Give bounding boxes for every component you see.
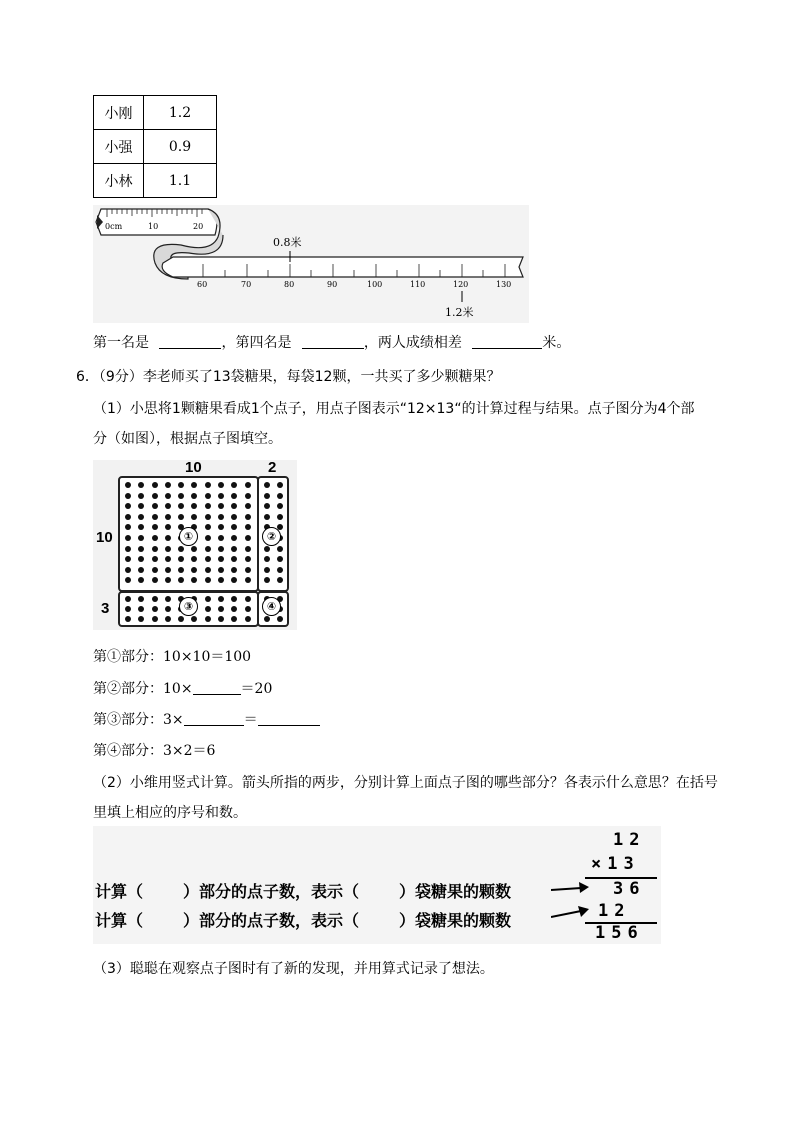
tape-tick-label: 110 [410,280,426,289]
part-1-equation: 第①部分：10×10＝100 [93,649,252,665]
dot [125,577,131,583]
part-2-prefix: 第②部分：10× [93,681,193,697]
dot [165,606,171,612]
dot [165,556,171,562]
dot [178,577,184,583]
marker-label: 0.8米 [273,236,302,249]
dot [205,514,211,520]
dot [152,482,158,488]
dot [178,493,184,499]
dot [245,535,251,541]
dot [245,546,251,552]
dot [277,482,283,488]
dot [231,567,237,573]
dot [125,524,131,530]
part-2-suffix: ＝20 [240,681,273,697]
dot [152,577,158,583]
dot [191,514,197,520]
part-3-equals: ＝ [243,712,258,728]
part-4-mark: ④ [262,597,281,616]
dot [191,546,197,552]
multiplier: ×13 [591,854,640,874]
dot [165,596,171,602]
dot [138,493,144,499]
dot [165,567,171,573]
calc-row-1 [95,879,511,902]
student-name: 小强 [94,130,144,164]
dot [205,535,211,541]
dot [152,524,158,530]
first-place-blank[interactable] [159,334,221,349]
part-3-blank[interactable] [184,711,244,726]
dot [191,503,197,509]
part-2-equation [93,678,272,698]
dot [264,577,270,583]
dot [245,514,251,520]
dot [277,503,283,509]
dot [191,493,197,499]
q5-fill-line [93,332,570,352]
dot [178,567,184,573]
dot [152,616,158,622]
dot [218,493,224,499]
dot-grid-figure [93,460,297,630]
student-score: 0.9 [144,130,217,164]
dot [152,546,158,552]
dot [245,596,251,602]
calc-row-text: ）部分的点子数，表示（ [183,911,360,930]
dot [138,616,144,622]
dot [205,596,211,602]
dot [205,577,211,583]
calc-row-text: 计算（ [95,911,144,930]
tape-tick-label: 70 [241,280,252,289]
grid-label-left: 3 [101,600,110,617]
dot [178,556,184,562]
dot [125,535,131,541]
dot [231,524,237,530]
dot [231,503,237,509]
table-row [94,164,217,198]
part-2-intro: （2）小维用竖式计算。箭头所指的两步，分别计算上面点子图的哪些部分？各表示什么意思？在括号 [93,775,718,791]
dot [231,482,237,488]
dot [264,493,270,499]
dot [264,616,270,622]
grid-label-top: 10 [185,459,202,476]
dot [231,616,237,622]
dot [152,567,158,573]
dot [277,616,283,622]
first-place-label: 第一名是 [93,335,149,351]
dot [138,535,144,541]
dot [277,546,283,552]
dot [245,503,251,509]
dot [125,482,131,488]
dot [125,596,131,602]
difference-label: ，两人成绩相差 [363,335,462,351]
dot [245,556,251,562]
dot [277,493,283,499]
dot [218,524,224,530]
dot [245,482,251,488]
fourth-place-label: ，第四名是 [221,335,292,351]
dot [245,493,251,499]
tape-tick-label: 0cm [105,222,123,231]
table-row [94,130,217,164]
dot [138,546,144,552]
dot [231,577,237,583]
dot [138,596,144,602]
table-row [94,96,217,130]
multiplicand: 12 [613,830,646,850]
dot [277,577,283,583]
dot [264,567,270,573]
dot [218,596,224,602]
dot [125,616,131,622]
tape-tick-label: 130 [496,280,512,289]
dot [231,596,237,602]
dot [218,546,224,552]
dot [178,482,184,488]
tape-tick-label: 100 [367,280,383,289]
student-score: 1.1 [144,164,217,198]
dot [205,493,211,499]
dot [205,567,211,573]
dot [264,514,270,520]
dot [165,577,171,583]
dot [277,567,283,573]
dot [231,493,237,499]
dot [218,567,224,573]
dot [191,482,197,488]
dot [277,556,283,562]
dot [125,493,131,499]
dot [165,514,171,520]
dot [138,482,144,488]
part-2-mark: ② [262,527,281,546]
dot [218,535,224,541]
dot [152,606,158,612]
dot [178,514,184,520]
dot [218,577,224,583]
part-1-intro-cont: 分（如图），根据点子图填空。 [93,431,282,447]
grid-label-left: 10 [96,529,113,546]
dot [245,606,251,612]
dot [152,514,158,520]
dot [138,514,144,520]
partial-product-2: 12 [598,901,631,921]
tape-tick-label: 20 [193,222,204,231]
dot [165,535,171,541]
calc-row-text: ）部分的点子数，表示（ [183,882,360,901]
tape-tick-label: 60 [197,280,208,289]
difference-blank[interactable] [472,334,542,349]
dot [264,503,270,509]
dot [218,503,224,509]
tape-tick-label: 120 [453,280,469,289]
dot [138,567,144,573]
dot [178,616,184,622]
dot [245,567,251,573]
part-1-intro: （1）小思将1颗糖果看成1个点子，用点子图表示“12×13“的计算过程与结果。点子图分为4个部 [93,401,695,417]
dot [231,556,237,562]
dot [178,503,184,509]
dot [165,493,171,499]
part-1-mark: ① [179,527,198,546]
arrow-icon [551,880,591,920]
dot [205,556,211,562]
dot [245,616,251,622]
dot [191,556,197,562]
dot [165,482,171,488]
dot [125,606,131,612]
dot [218,482,224,488]
dot [264,556,270,562]
calc-row-text: 计算（ [95,882,144,901]
dot [138,524,144,530]
dot [205,546,211,552]
dot [152,535,158,541]
dot [125,556,131,562]
dot [205,524,211,530]
dot [138,556,144,562]
tape-tick-label: 10 [148,222,159,231]
question-6-heading: 6．（9分）李老师买了13袋糖果，每袋12颗，一共买了多少颗糖果？ [76,369,501,385]
part-3-equation [93,709,320,729]
final-product: 156 [595,923,644,943]
dot [205,503,211,509]
fourth-place-blank[interactable] [302,334,364,349]
part-3-intro: （3）聪聪在观察点子图时有了新的发现，并用算式记录了想法。 [93,961,494,977]
dot [165,546,171,552]
dot [231,514,237,520]
dot [138,503,144,509]
student-score: 1.2 [144,96,217,130]
dot [205,616,211,622]
student-name: 小林 [94,164,144,198]
dot [191,577,197,583]
dot [152,596,158,602]
part-4-equation: 第④部分：3×2＝6 [93,743,216,759]
dot [264,482,270,488]
dot [231,535,237,541]
dot [205,606,211,612]
dot [218,556,224,562]
part-3-result-blank[interactable] [258,711,320,726]
unit-label: 米。 [542,335,571,351]
dot [218,514,224,520]
dot [138,606,144,612]
dot [191,616,197,622]
part-3-prefix: 第③部分：3× [93,712,184,728]
dot [152,503,158,509]
measuring-tape-figure [93,205,529,323]
dot [205,482,211,488]
tape-tick-label: 80 [284,280,295,289]
tape-tick-label: 90 [327,280,338,289]
partial-product-1: 36 [613,879,646,899]
calc-row-text: ）袋糖果的颗数 [399,911,512,930]
dot [191,567,197,573]
dot [277,514,283,520]
dot [165,616,171,622]
dot [231,606,237,612]
dot [165,503,171,509]
part-2-blank[interactable] [193,680,241,695]
score-table [93,95,217,198]
dot [231,546,237,552]
calc-row-2 [95,908,511,931]
dot [125,503,131,509]
dot [125,567,131,573]
dot [245,577,251,583]
part-2-intro-cont: 里填上相应的序号和数。 [93,805,247,821]
dot [152,556,158,562]
dot [125,514,131,520]
calc-row-text: ）袋糖果的颗数 [399,882,512,901]
dot [218,606,224,612]
dot [165,524,171,530]
dot [178,546,184,552]
dot [218,616,224,622]
grid-label-top: 2 [268,459,277,476]
dot [245,524,251,530]
vertical-calc-figure [93,826,661,944]
dot [138,577,144,583]
part-3-mark: ③ [179,597,198,616]
dot [152,493,158,499]
marker-label: 1.2米 [445,306,474,319]
dot [264,546,270,552]
dot [125,546,131,552]
student-name: 小刚 [94,96,144,130]
